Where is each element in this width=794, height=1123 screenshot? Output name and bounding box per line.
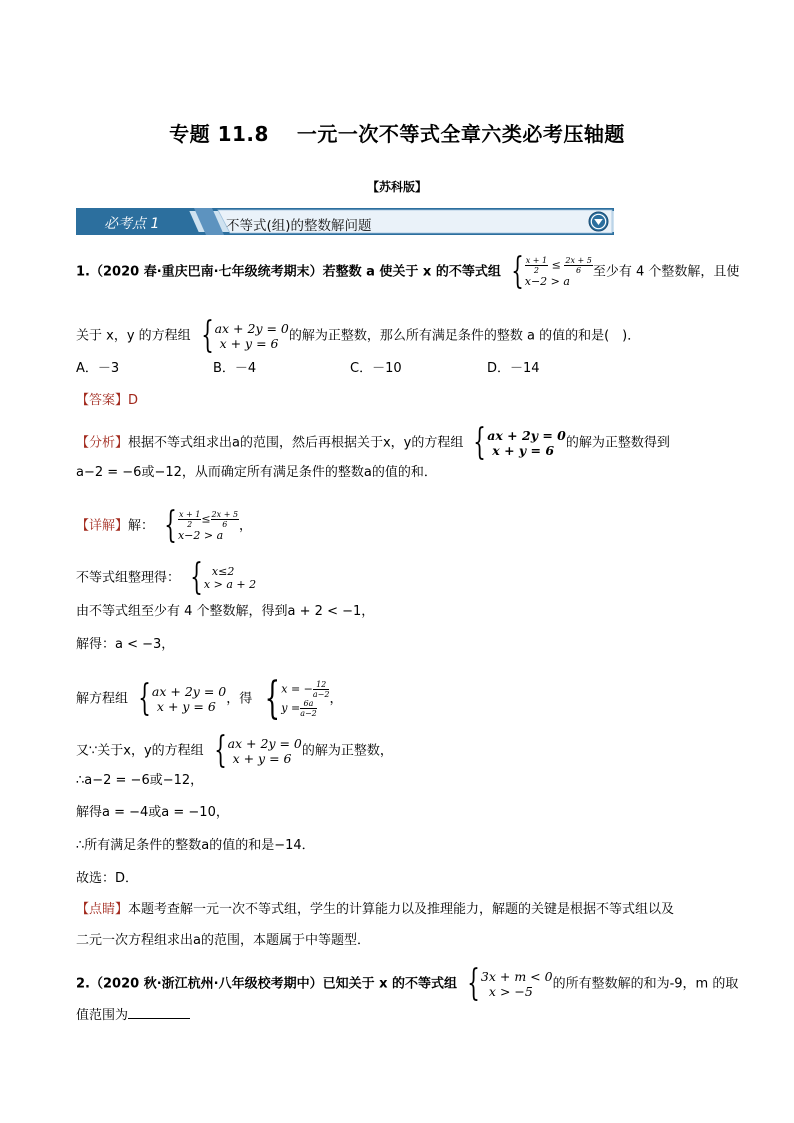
simplify-text: 不等式组整理得： xyxy=(76,570,181,586)
detail-simplify xyxy=(76,557,257,598)
numerator: 6a xyxy=(300,699,317,709)
analysis-label: 【分析】 xyxy=(76,435,129,451)
detail-therefore-1: ∴a−2 = −6或−12， xyxy=(76,773,204,788)
question-1-stem-a: 1.（2020 春·重庆巴南·七年级统考期末）若整数 a 使关于 x 的不等式组 xyxy=(76,264,501,280)
fraction xyxy=(525,256,548,275)
denominator: 6 xyxy=(222,520,228,529)
detail-solve-system: 解方程组 { ax + 2y = 0 x + y = 6 ，得 { x = − $\frac{12}{a-2}$ y = $\frac{6a}{a-2}$ ， xyxy=(76,673,343,724)
equation-row-2: x + y = 6 xyxy=(219,336,279,351)
question-1-inequality-system xyxy=(525,256,593,288)
comment-label: 【点睛】 xyxy=(76,902,129,917)
numerator: 12 xyxy=(313,680,330,690)
simplified-system xyxy=(204,565,256,591)
question-2-line-2 xyxy=(76,1006,190,1024)
brace: { xyxy=(467,963,480,1004)
because-text-b: 的解为正整数， xyxy=(301,743,393,759)
question-1-stem-c: 关于 x，y 的方程组 xyxy=(76,328,191,344)
simplified-row-2: x > a + 2 xyxy=(203,578,257,591)
brace: { xyxy=(264,673,281,724)
equation-row-1: ax + 2y = 0 xyxy=(487,428,566,443)
denominator: a−2 xyxy=(312,690,330,699)
inequality-row-1: 3x + m < 0 xyxy=(480,969,553,984)
comment-line-1 xyxy=(76,902,674,918)
denominator: a−2 xyxy=(300,709,317,718)
analysis-line-2: a−2 = −6或−12，从而确定所有满足条件的整数a的值的和． xyxy=(76,465,437,480)
brace: { xyxy=(473,422,487,463)
denominator: 2 xyxy=(187,520,193,529)
question-1-line-1 xyxy=(76,251,740,292)
comment-line-2: 二元一次方程组求出a的范围，本题属于中等题型． xyxy=(76,933,370,948)
question-2-line-1 xyxy=(76,963,739,1004)
analysis-line-1 xyxy=(76,422,670,463)
denominator: 6 xyxy=(576,266,582,275)
brace: { xyxy=(200,315,214,356)
inequality-row-2: x−2 > a xyxy=(177,529,224,542)
solve-system-text: 解方程组 xyxy=(76,691,129,707)
le-sign: ≤ xyxy=(551,258,561,272)
because-text-a: 又∵关于x，y的方程组 xyxy=(76,743,204,759)
banner-tag: 必考点 1 xyxy=(104,216,160,232)
chevron-down-circle-icon xyxy=(588,211,609,232)
inequality-row-2: x−2 > a xyxy=(524,275,570,288)
detail-line-1 xyxy=(76,505,253,546)
detail-label: 【详解】 xyxy=(76,518,129,534)
option-a: A．－3 xyxy=(76,361,120,376)
edition-label: 【苏科版】 xyxy=(366,180,427,194)
fraction xyxy=(313,680,330,699)
brace: { xyxy=(213,730,227,771)
inequality-row-2: x > −5 xyxy=(488,984,533,999)
detail-choice: 故选：D． xyxy=(76,871,139,886)
option-b: B．－4 xyxy=(213,361,257,376)
numerator: 2x + 5 xyxy=(211,510,239,519)
get-text: ，得 xyxy=(226,691,253,707)
equation-row-1: ax + 2y = 0 xyxy=(227,736,302,751)
solution-system xyxy=(281,680,329,718)
answer: 【答案】D xyxy=(76,393,139,408)
denominator: 2 xyxy=(533,266,539,275)
option-d: D．－14 xyxy=(487,361,540,376)
equation-row-1: ax + 2y = 0 xyxy=(214,321,289,336)
comment-text-1: 本题考查解一元一次不等式组，学生的计算能力以及推理能力，解题的关键是根据不等式组以及 xyxy=(128,902,675,917)
detail-tail: ， xyxy=(239,518,253,534)
equation-system xyxy=(228,736,302,766)
banner-topic: 不等式(组)的整数解问题 xyxy=(226,218,372,234)
fraction xyxy=(564,256,592,275)
detail-therefore-2: ∴所有满足条件的整数a的值的和是−14． xyxy=(76,838,315,853)
question-2-stem-b: 的所有整数解的和为-9，m 的取 xyxy=(552,976,739,992)
question-1-line-2 xyxy=(76,315,641,356)
inequality-system xyxy=(178,510,239,542)
question-2-stem-c: 值范围为 xyxy=(76,1008,129,1023)
equation-row-2: x + y = 6 xyxy=(232,751,292,766)
numerator: 2x + 5 xyxy=(565,256,592,265)
detail-solve-a: 解得：a < −3， xyxy=(76,637,175,652)
section-banner xyxy=(76,208,614,235)
equation-row-2: x + y = 6 xyxy=(492,443,555,458)
brace: { xyxy=(190,557,203,598)
brace: { xyxy=(511,251,524,292)
question-1-stem-b: 至少有 4 个整数解，且使 xyxy=(592,264,740,280)
answer-blank[interactable] xyxy=(128,1006,190,1019)
fraction xyxy=(178,510,201,529)
numerator: x + 1 xyxy=(178,510,201,519)
detail-intro: 解： xyxy=(128,518,155,534)
inequality-system xyxy=(481,969,553,999)
question-1-stem-d: 的解为正整数，那么所有满足条件的整数 a 的值的和是( )． xyxy=(288,328,641,344)
detail-because xyxy=(76,730,393,771)
equation-row-1: ax + 2y = 0 xyxy=(151,684,227,699)
detail-at-least-4: 由不等式组至少有 4 个整数解，得到a + 2 < −1， xyxy=(76,604,375,619)
equation-row-2: x + y = 6 xyxy=(156,699,216,714)
option-c: C．－10 xyxy=(350,361,402,376)
equation-system xyxy=(487,428,566,458)
simplified-row-1: x≤2 xyxy=(211,565,235,578)
analysis-text-a: 根据不等式组求出a的范围，然后再根据关于x，y的方程组 xyxy=(128,435,464,451)
numerator: x + 1 xyxy=(525,256,548,265)
solution-y-lhs: y = xyxy=(281,701,301,715)
page-title: 专题 11.8 一元一次不等式全章六类必考压轴题 xyxy=(169,122,625,146)
solution-x-lhs: x = − xyxy=(281,682,313,696)
detail-solve-2: 解得a = −4或a = −10， xyxy=(76,805,229,820)
brace: { xyxy=(164,505,177,546)
brace: { xyxy=(138,678,151,719)
equation-system xyxy=(152,684,226,714)
analysis-text-b: 的解为正整数得到 xyxy=(565,435,670,451)
equation-system xyxy=(215,321,289,351)
fraction xyxy=(300,699,317,718)
fraction xyxy=(211,510,239,529)
le-sign: ≤ xyxy=(201,512,211,526)
question-2-stem-a: 2.（2020 秋·浙江杭州·八年级校考期中）已知关于 x 的不等式组 xyxy=(76,976,458,992)
